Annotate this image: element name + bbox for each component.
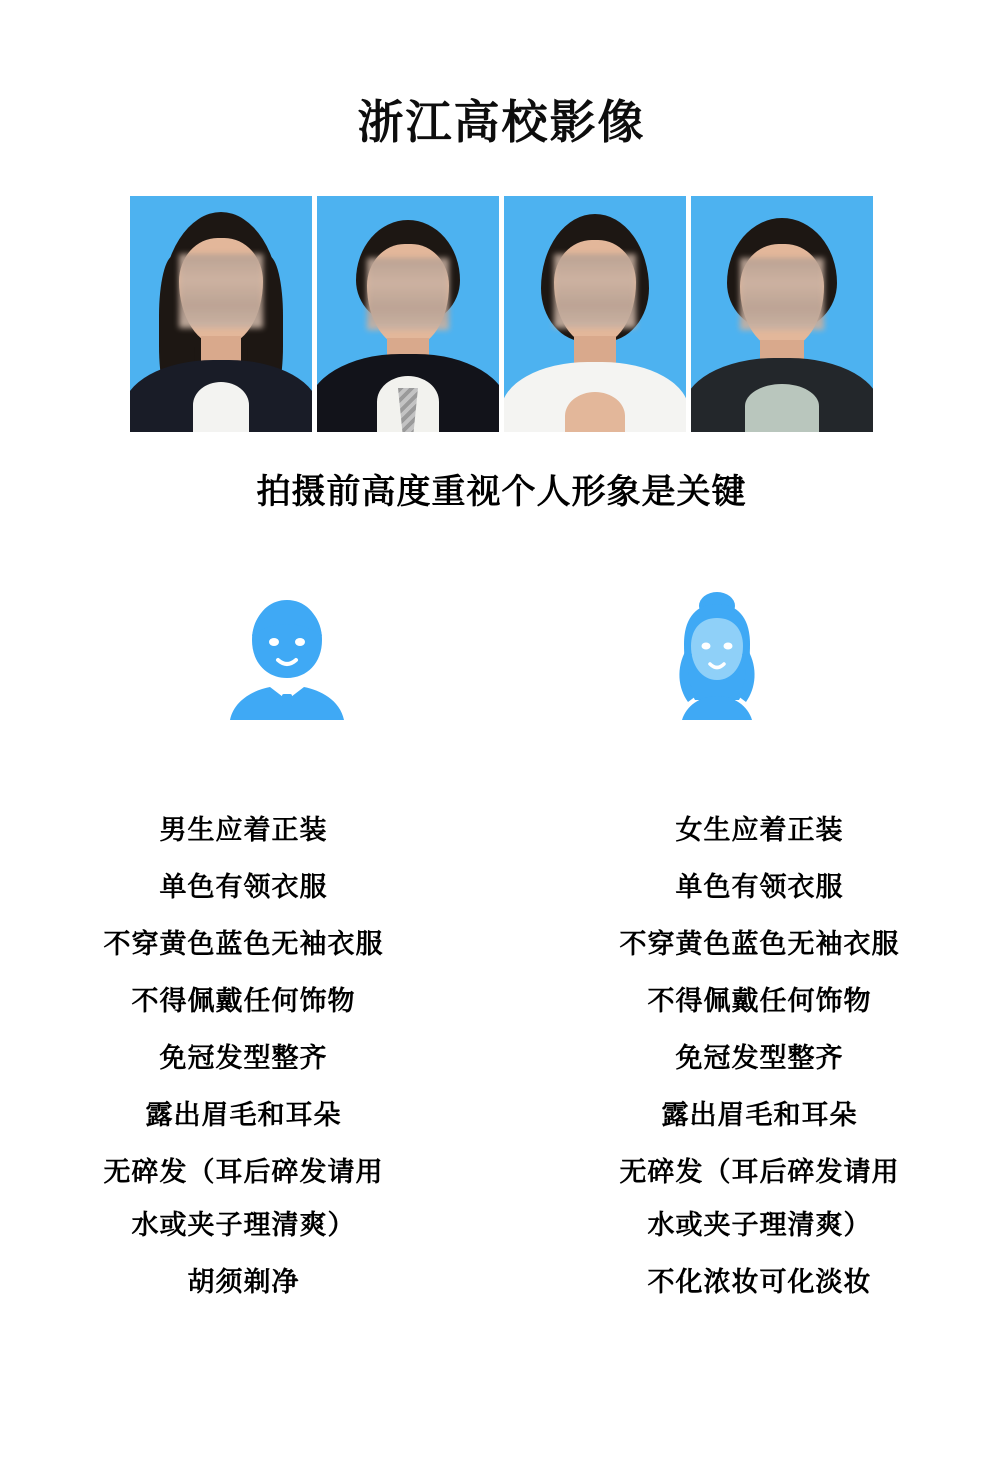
face-blur xyxy=(367,258,449,330)
photo-4 xyxy=(691,196,873,432)
photo-2 xyxy=(317,196,499,432)
inner-collar-shape xyxy=(745,384,819,432)
rule-line: 不穿黄色蓝色无袖衣服 xyxy=(619,929,900,959)
face-blur xyxy=(554,254,636,328)
photo-3 xyxy=(504,196,686,432)
rule-line: 不得佩戴任何饰物 xyxy=(647,986,872,1016)
rule-line: 不得佩戴任何饰物 xyxy=(131,986,356,1016)
rule-line: 不化浓妆可化淡妆 xyxy=(647,1267,872,1297)
page-title: 浙江高校影像 xyxy=(357,96,646,148)
rule-line: 露出眉毛和耳朵 xyxy=(661,1100,858,1130)
female-avatar-icon xyxy=(622,579,812,739)
rule-line: 免冠发型整齐 xyxy=(675,1043,844,1073)
female-rules-column xyxy=(595,817,925,1326)
rule-line: 无碎发（耳后碎发请用 xyxy=(619,1157,900,1187)
rule-line: 露出眉毛和耳朵 xyxy=(145,1100,342,1130)
avatar-icons-row xyxy=(0,579,1003,739)
rule-line: 女生应着正装 xyxy=(675,815,844,845)
rules-columns xyxy=(0,817,1003,1326)
subtitle: 拍摄前高度重视个人形象是关键 xyxy=(256,473,747,511)
photo-gallery xyxy=(0,196,1003,432)
male-avatar-icon xyxy=(192,579,382,739)
collar-opening xyxy=(565,392,625,432)
photo-1 xyxy=(130,196,312,432)
shirt-shape xyxy=(193,382,249,432)
male-rules-column xyxy=(79,817,409,1326)
rule-line: 无碎发（耳后碎发请用 xyxy=(103,1157,384,1187)
face-blur xyxy=(179,254,263,328)
face-blur xyxy=(740,258,824,330)
rule-line: 免冠发型整齐 xyxy=(159,1043,328,1073)
rule-line: 水或夹子理清爽） xyxy=(647,1210,872,1240)
rule-line: 男生应着正装 xyxy=(159,815,328,845)
rule-line: 单色有领衣服 xyxy=(159,872,328,902)
rule-line: 单色有领衣服 xyxy=(675,872,844,902)
rule-line: 水或夹子理清爽） xyxy=(131,1210,356,1240)
rule-line: 不穿黄色蓝色无袖衣服 xyxy=(103,929,384,959)
rule-line: 胡须剃净 xyxy=(187,1267,300,1297)
